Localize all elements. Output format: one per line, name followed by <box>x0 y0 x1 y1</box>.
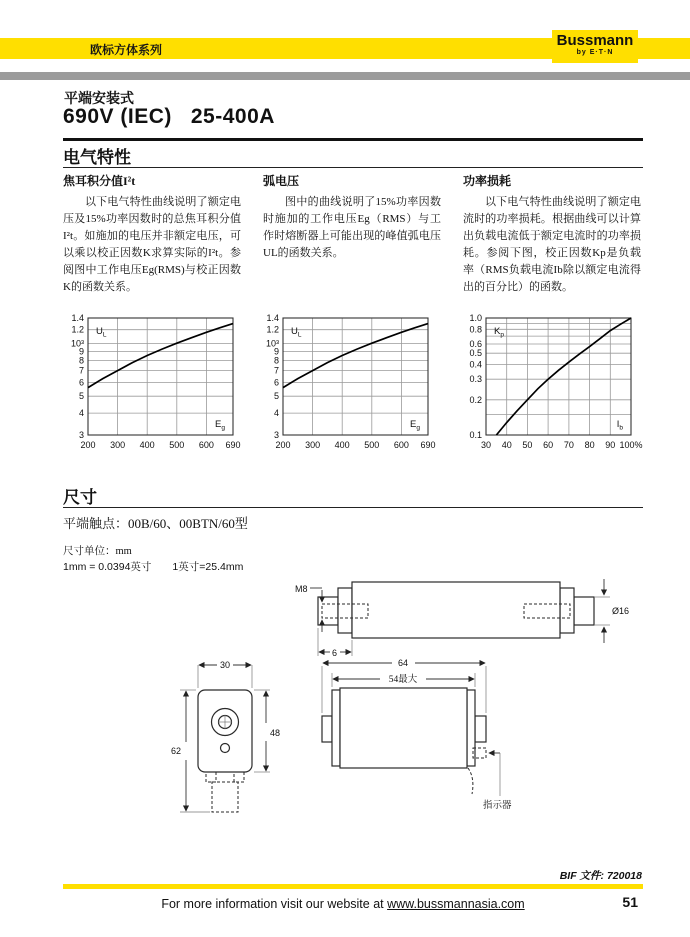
svg-text:400: 400 <box>334 440 350 450</box>
svg-text:3: 3 <box>273 430 279 440</box>
contact-type-line: 平端触点：00B/60、00BTN/60型 <box>63 516 248 531</box>
indicator-window <box>221 744 230 753</box>
svg-text:690: 690 <box>420 440 436 450</box>
svg-text:0.3: 0.3 <box>469 374 482 385</box>
svg-text:Eg: $E_g$ <box>410 419 420 432</box>
dim-height-body-label: 48 <box>270 728 281 738</box>
dim-length-total-label: 64 <box>397 658 409 668</box>
dim-height-total-label: 62 <box>171 746 182 756</box>
svg-text:60: 60 <box>543 440 554 450</box>
svg-text:6: 6 <box>273 377 279 388</box>
svg-text:9: 9 <box>78 346 84 357</box>
electrical-section-rule <box>63 167 643 168</box>
svg-text:0.4: 0.4 <box>469 359 482 370</box>
dim-thread-label: M8 <box>295 584 308 594</box>
svg-text:UL: $U_L$ <box>291 326 302 339</box>
column-body: 以下电气特性曲线说明了额定电压及15%功率因数时的总焦耳积分值I²t。如施加的电压并非额定电压，可以乘以校正因数K求算实际的I²t。参阅图中工作电压Eg(RMS)与校正因数K的函数关系。 <box>63 196 241 294</box>
column-power-loss <box>463 172 641 296</box>
arc-voltage-chart-left <box>58 313 248 465</box>
svg-text:200: 200 <box>275 440 291 450</box>
svg-text:3: 3 <box>78 430 84 440</box>
svg-text:Ib: $I_b$ <box>616 419 623 432</box>
column-body: 以下电气特性曲线说明了额定电流时的功率损耗。根据曲线可以计算出负载电流低于额定电流时的功率损耗。参阅下图，校正因数Kp是负载率（RMS负载电流Ib除以额定电流得出的百分比）的函数。 <box>463 196 641 294</box>
svg-text:40: 40 <box>501 440 512 450</box>
svg-text:0.8: 0.8 <box>469 324 482 335</box>
svg-text:600: 600 <box>198 440 214 450</box>
page-number: 51 <box>622 894 638 910</box>
svg-text:300: 300 <box>305 440 321 450</box>
column-heading: 焦耳积分值I²t <box>63 174 136 188</box>
dimension-drawings <box>170 570 670 870</box>
svg-text:7: 7 <box>273 365 279 376</box>
brand-name: Bussmann <box>556 32 634 49</box>
bif-file-number: BIF 文件: 720018 <box>559 870 642 882</box>
dim-length-body-label: 54最大 <box>388 675 418 685</box>
gray-divider-bar <box>0 72 690 80</box>
dim-width-label: 30 <box>219 660 231 670</box>
unit-note: 尺寸单位：mm <box>63 546 132 557</box>
svg-text:5: 5 <box>273 391 279 402</box>
svg-text:0.5: 0.5 <box>469 348 482 359</box>
svg-text:9: 9 <box>273 346 279 357</box>
svg-text:90: 90 <box>605 440 616 450</box>
column-heading: 功率损耗 <box>463 174 512 188</box>
eaton-logo: by E·T·N <box>576 49 614 56</box>
series-label: 欧标方体系列 <box>90 43 163 57</box>
bussmann-logo <box>552 30 638 63</box>
conversion-note: 1mm = 0.0394英寸 1英寸=25.4mm <box>63 561 244 573</box>
svg-text:1.2: 1.2 <box>266 324 279 335</box>
footer-info-text: For more information visit our website at <box>161 897 388 911</box>
dimensions-section-rule <box>63 507 643 508</box>
svg-text:10³: 10³ <box>70 338 84 349</box>
svg-text:10³: 10³ <box>265 338 279 349</box>
svg-text:1.2: 1.2 <box>71 324 84 335</box>
svg-text:Kp: $K_p$ <box>494 326 504 339</box>
svg-text:8: 8 <box>78 355 84 366</box>
svg-text:50: 50 <box>522 440 533 450</box>
svg-text:400: 400 <box>139 440 155 450</box>
arc-voltage-chart-middle <box>253 313 443 465</box>
svg-text:0.6: 0.6 <box>469 339 482 349</box>
svg-text:500: 500 <box>364 440 380 450</box>
svg-text:100%: 100% <box>619 440 643 450</box>
page-title: 690V (IEC) 25-400A <box>63 105 275 128</box>
svg-text:300: 300 <box>110 440 126 450</box>
fuse-side-view-top <box>295 579 629 658</box>
svg-text:4: 4 <box>78 408 84 419</box>
svg-text:0.1: 0.1 <box>469 430 482 440</box>
footer-info <box>63 897 623 911</box>
svg-text:500: 500 <box>169 440 185 450</box>
svg-text:8: 8 <box>273 355 279 366</box>
svg-text:1.0: 1.0 <box>469 313 482 323</box>
svg-text:1.4: 1.4 <box>266 313 279 323</box>
title-rule <box>63 138 643 141</box>
fuse-front-view <box>171 660 280 812</box>
dim-diameter-label: Ø16 <box>612 606 630 616</box>
power-loss-chart <box>456 313 646 465</box>
dimensions-section-title: 尺寸 <box>63 488 97 507</box>
svg-text:30: 30 <box>480 440 492 450</box>
svg-text:7: 7 <box>78 365 84 376</box>
svg-text:70: 70 <box>563 440 574 450</box>
svg-text:0.2: 0.2 <box>469 394 482 405</box>
svg-text:80: 80 <box>584 440 595 450</box>
svg-text:200: 200 <box>80 440 96 450</box>
column-i2t <box>63 172 241 296</box>
svg-text:690: 690 <box>225 440 241 450</box>
svg-text:600: 600 <box>393 440 409 450</box>
column-arc-voltage <box>263 172 441 262</box>
website-link[interactable]: www.bussmannasia.com <box>387 897 525 911</box>
svg-text:5: 5 <box>78 391 84 402</box>
svg-text:6: 6 <box>78 377 84 388</box>
electrical-section-title: 电气特性 <box>63 148 131 167</box>
svg-text:1.4: 1.4 <box>71 313 84 323</box>
footer-yellow-line <box>63 884 643 889</box>
fuse-side-view-bottom <box>322 658 512 811</box>
column-body: 图中的曲线说明了15%功率因数时施加的工作电压Eg（RMS）与工作时熔断器上可能出现的峰值弧电压UL的函数关系。 <box>263 196 441 260</box>
dim-stud-length-label: 6 <box>332 648 338 658</box>
mount-type-title: 平端安装式 <box>64 92 134 107</box>
svg-text:4: 4 <box>273 408 279 419</box>
svg-text:UL: $U_L$ <box>96 326 107 339</box>
indicator-label: 指示器 <box>483 801 512 811</box>
svg-text:Eg: $E_g$ <box>215 419 225 432</box>
column-heading: 弧电压 <box>263 174 300 188</box>
